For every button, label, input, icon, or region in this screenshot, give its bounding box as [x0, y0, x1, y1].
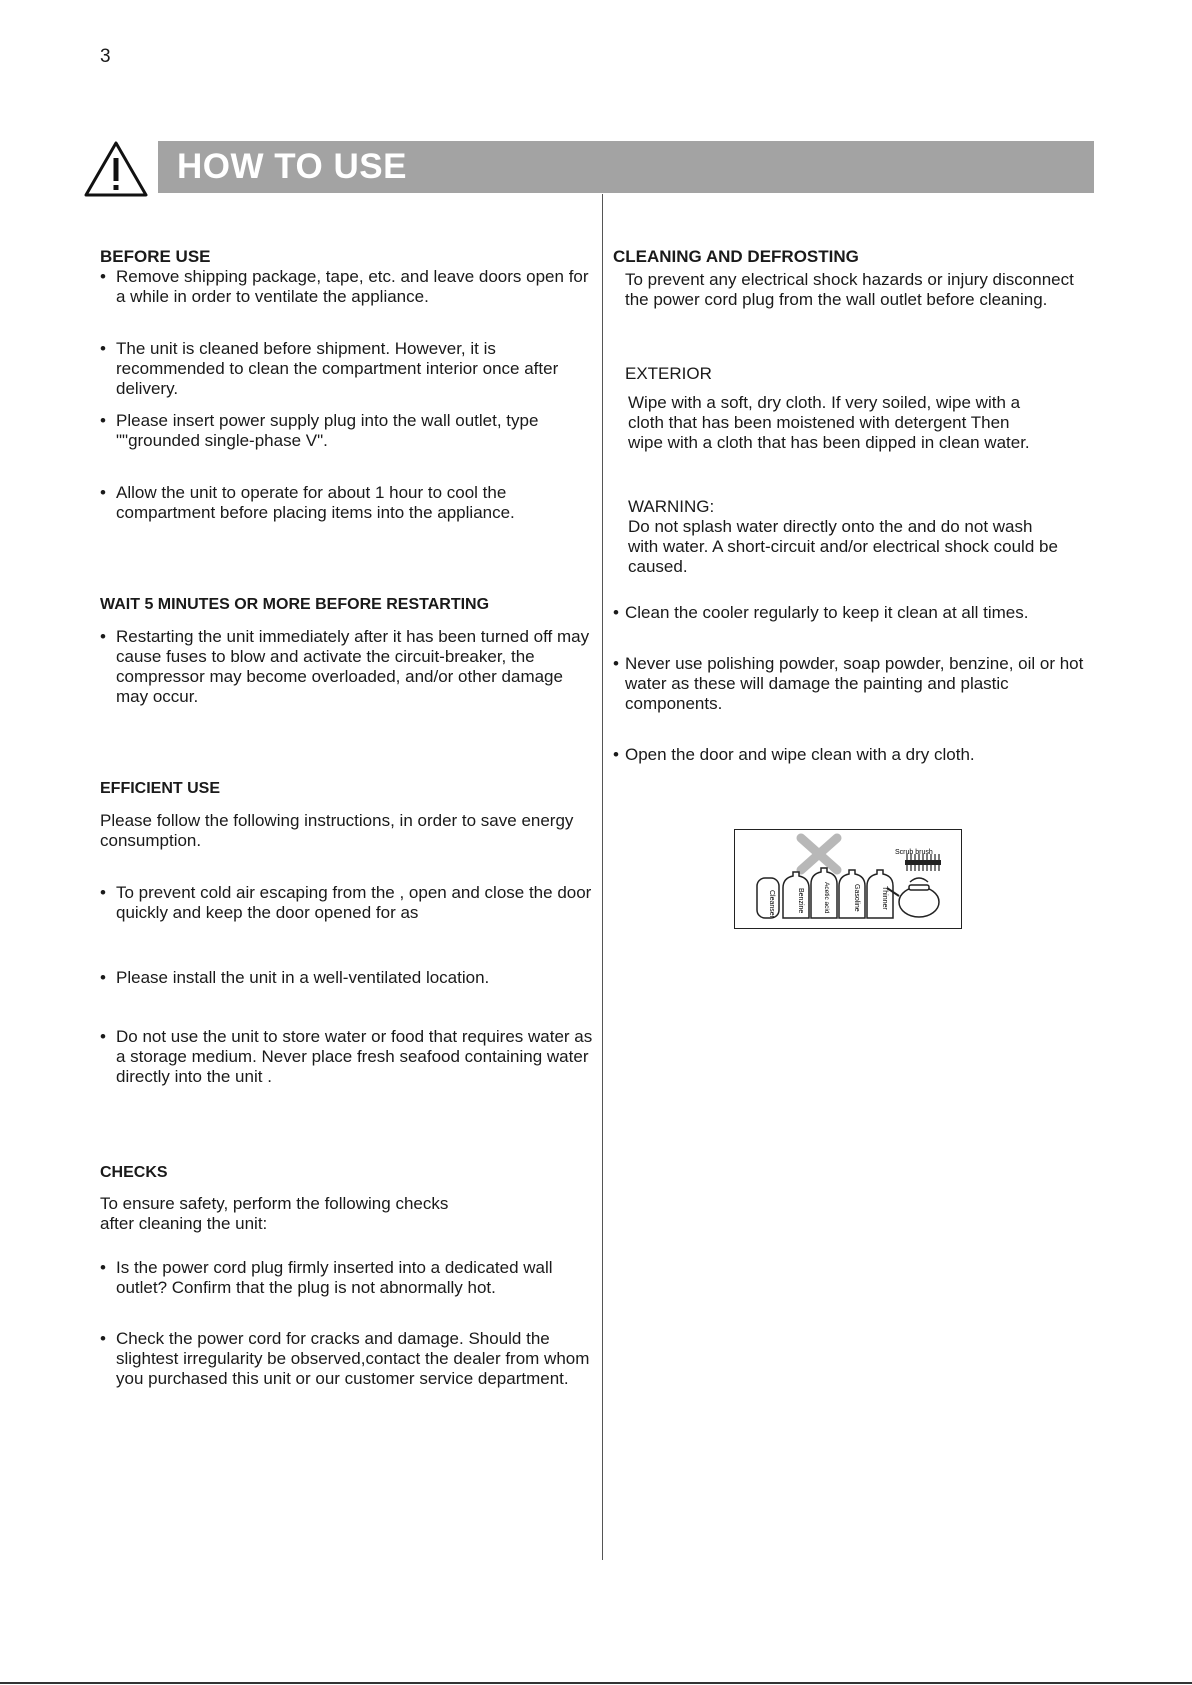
bottle-label: Thinner — [881, 886, 888, 910]
right-column — [613, 247, 1098, 765]
bottle-label: Acetic acid — [823, 882, 830, 914]
cleaning-item: • Never use polishing powder, soap powder, benzine, oil or hot water as these will damage the painting and plastic components. — [613, 654, 1098, 714]
checks-heading: CHECKS — [100, 1164, 168, 1181]
wait-item: • Restarting the unit immediately after it has been turned off may cause fuses to blow and activate the circuit-breaker, the compressor may become overloaded, and/or other damage may occur. — [100, 627, 595, 707]
bottle-label: Gasoline — [853, 884, 860, 912]
efficient-use-item: • Do not use the unit to store water or food that requires water as a storage medium. Never place fresh seafood containing water directly into the unit . — [100, 1027, 595, 1087]
scrub-brush-label: Scrub brush — [895, 849, 933, 856]
bottle-icon — [839, 870, 865, 918]
before-use-item: • Remove shipping package, tape, etc. and leave doors open for a while in order to ventilate the appliance. — [100, 267, 595, 307]
checks-item: • Is the power cord plug firmly inserted into a dedicated wall outlet? Confirm that the plug is not abnormally hot. — [100, 1258, 595, 1298]
warning-text: Do not splash water directly onto the and do not wash with water. A short-circuit and/or electrical shock could be caused. — [628, 517, 1058, 576]
bottom-rule — [0, 1682, 1192, 1684]
page-number: 3 — [100, 46, 111, 67]
exterior-heading: EXTERIOR — [625, 364, 712, 383]
efficient-use-intro: Please follow the following instructions, in order to save energy consumption. — [100, 811, 574, 850]
before-use-item: • Allow the unit to operate for about 1 hour to cool the compartment before placing items into the appliance. — [100, 483, 595, 523]
warning-heading: WARNING: — [628, 497, 715, 516]
scrub-brush-icon — [905, 854, 941, 871]
cleaning-diagram-art — [735, 830, 961, 928]
bottle-icon — [811, 868, 837, 918]
checks-intro: To ensure safety, perform the following checks after cleaning the unit: — [100, 1194, 449, 1233]
bottle-label: Benzine — [797, 888, 804, 914]
cleaning-heading: CLEANING AND DEFROSTING — [613, 247, 859, 266]
wait-heading: WAIT 5 MINUTES OR MORE BEFORE RESTARTING — [100, 596, 490, 613]
bottle-icon — [867, 870, 893, 918]
kettle-icon — [887, 878, 939, 917]
section-title: HOW TO USE — [177, 147, 407, 186]
section-title-bar — [158, 141, 1094, 193]
efficient-use-heading: EFFICIENT USE — [100, 780, 221, 797]
bottle-label: Cleanser — [768, 890, 775, 919]
efficient-use-item: • Please install the unit in a well-ventilated location. — [100, 968, 595, 988]
bottle-icon — [783, 872, 809, 918]
exterior-text: Wipe with a soft, dry cloth. If very soiled, wipe with a cloth that has been moistened with detergent Then wipe with a cloth that has been dipped in clean water. — [628, 393, 1030, 452]
cleaning-item: • Clean the cooler regularly to keep it clean at all times. — [613, 603, 1098, 623]
bottle-icon — [757, 878, 779, 919]
before-use-item: • Please insert power supply plug into the wall outlet, type ""grounded single-phase V". — [100, 411, 595, 451]
efficient-use-item: • To prevent cold air escaping from the , open and close the door quickly and keep the door opened for as — [100, 883, 595, 923]
cleaning-item: • Open the door and wipe clean with a dry cloth. — [613, 745, 1098, 765]
before-use-heading: BEFORE USE — [100, 247, 211, 266]
cleaning-intro: To prevent any electrical shock hazards or injury disconnect the power cord plug from the wall outlet before cleaning. — [625, 270, 1074, 309]
cleaning-diagram — [734, 829, 962, 929]
column-divider — [602, 194, 603, 1560]
left-column — [100, 247, 595, 1389]
checks-item: • Check the power cord for cracks and damage. Should the slightest irregularity be observed,contact the dealer from whom you purchased this unit or our customer service department. — [100, 1329, 595, 1389]
before-use-item: • The unit is cleaned before shipment. However, it is recommended to clean the compartment interior once after delivery. — [100, 339, 595, 399]
warning-triangle-icon — [83, 140, 149, 198]
prohibited-x-icon — [801, 838, 837, 870]
